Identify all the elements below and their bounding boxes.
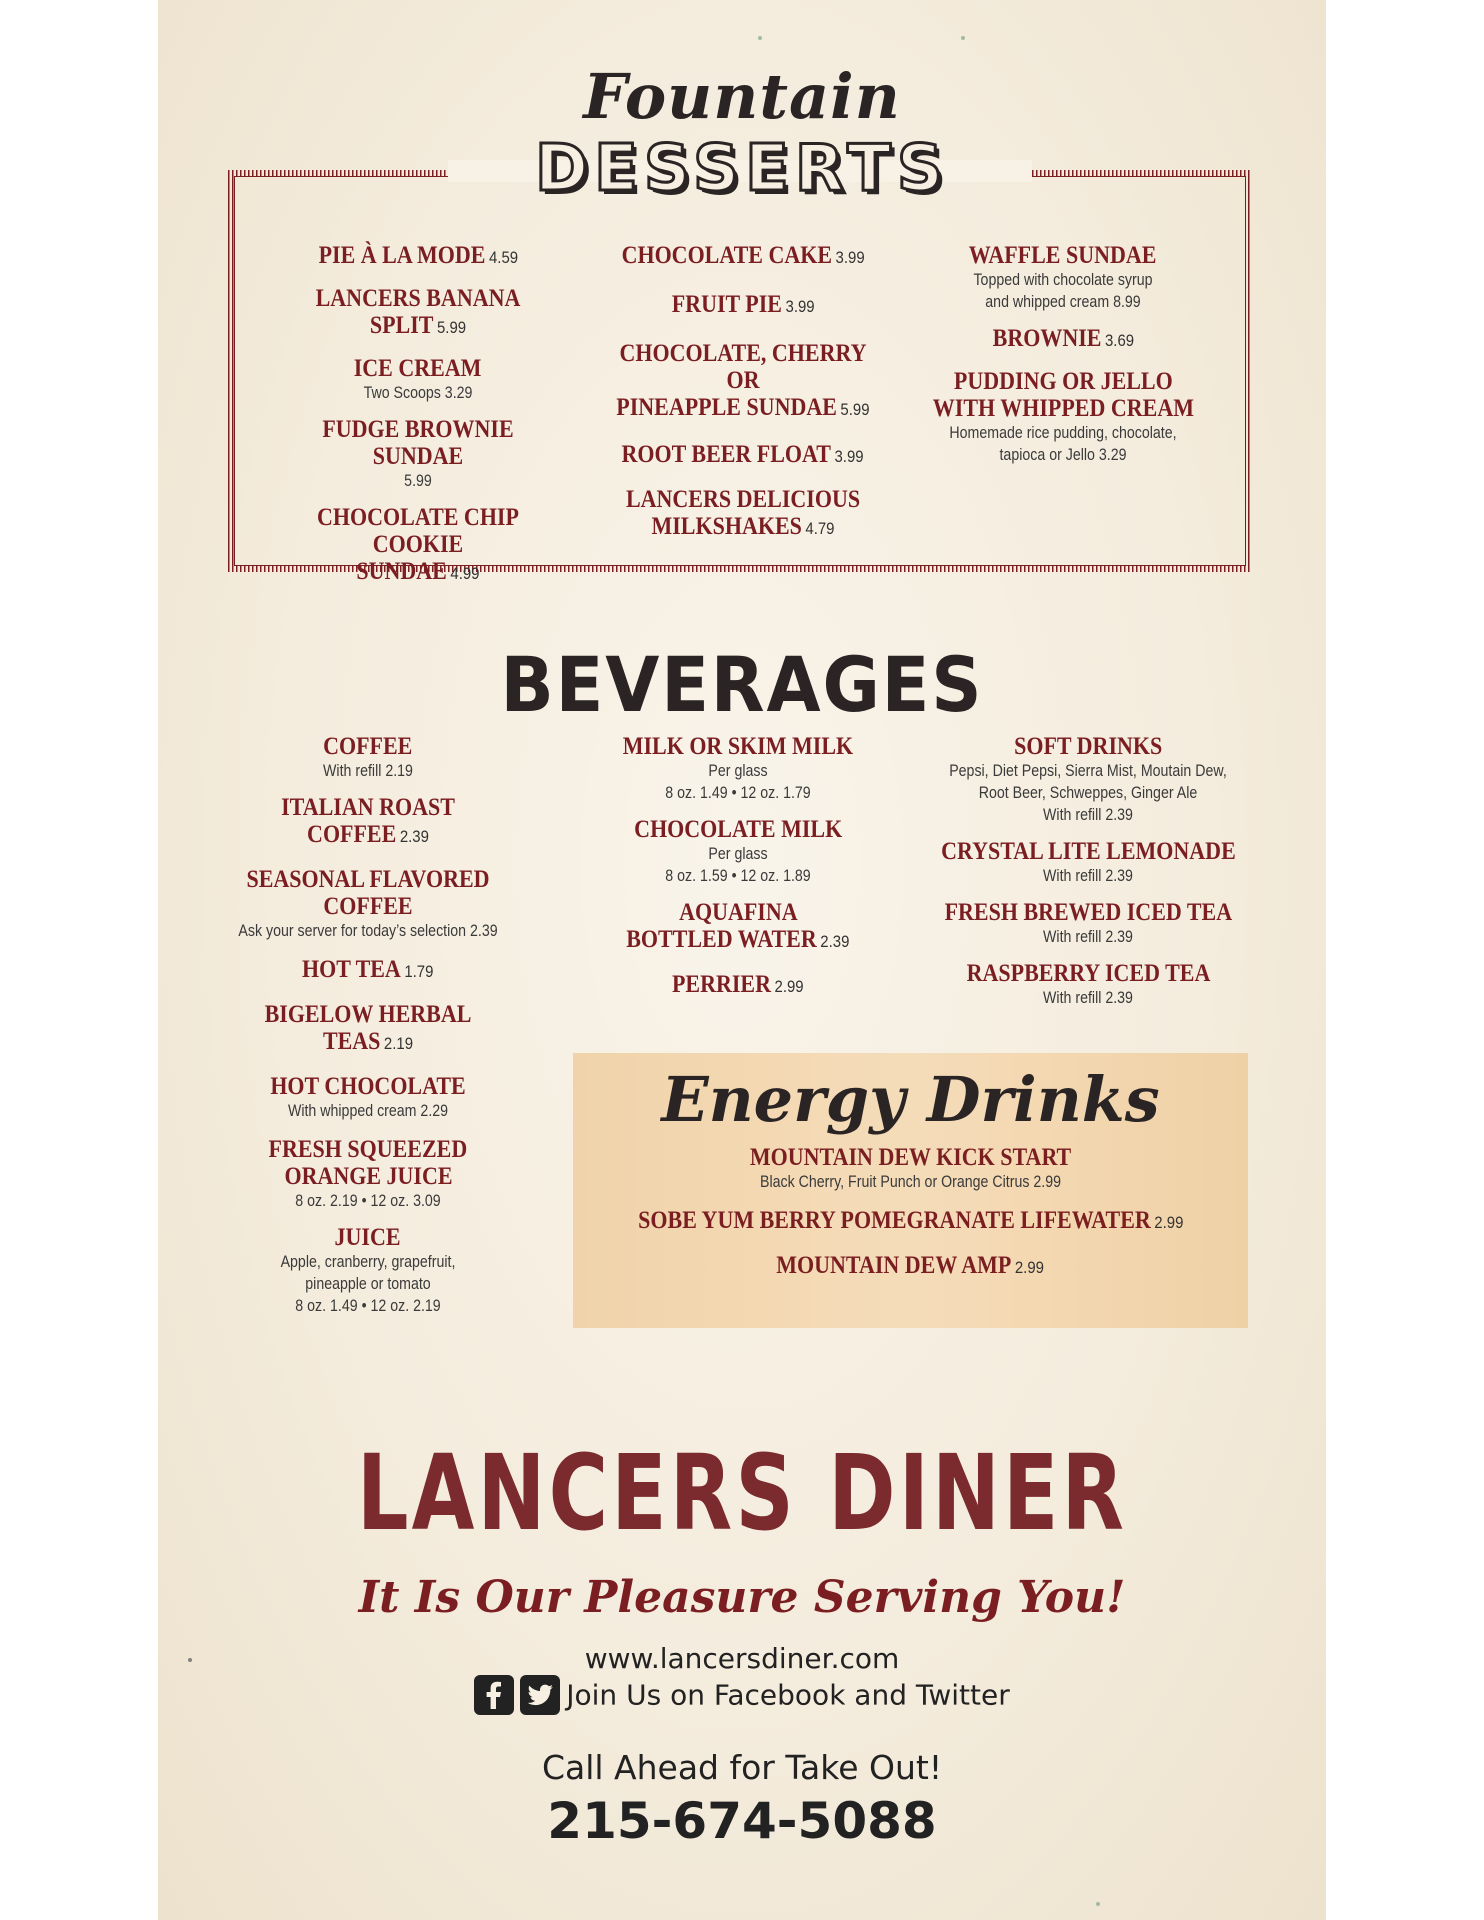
item-desc: and whipped cream 8.99	[985, 293, 1141, 311]
item-name-line2: ORANGE JUICE	[283, 1163, 453, 1190]
beverages-title: BEVERAGES	[500, 640, 984, 729]
slogan: It Is Our Pleasure Serving You!	[358, 1572, 1126, 1623]
menu-item	[908, 325, 1218, 354]
item-name-line2: WITH WHIPPED CREAM	[932, 395, 1194, 422]
menu-item	[918, 960, 1258, 1009]
fountain-title: Fountain	[583, 60, 901, 133]
menu-item	[258, 504, 578, 587]
item-name-line2: PINEAPPLE SUNDAE 5.99	[616, 394, 870, 421]
item-desc: 8 oz. 2.19 • 12 oz. 3.09	[295, 1192, 441, 1210]
item-desc: 8 oz. 1.59 • 12 oz. 1.89	[665, 867, 811, 885]
paper-speck	[961, 36, 965, 40]
item-name: CHOCOLATE MILK	[633, 816, 843, 843]
desserts-column-3	[908, 242, 1218, 480]
paper-speck	[758, 36, 762, 40]
menu-item	[908, 368, 1218, 466]
menu-item	[208, 866, 528, 942]
twitter-icon[interactable]	[520, 1675, 560, 1715]
item-name: SOFT DRINKS	[1013, 733, 1163, 760]
menu-item	[588, 441, 898, 470]
menu-item	[208, 1224, 528, 1317]
menu-item	[918, 899, 1258, 948]
item-name: MILK OR SKIM MILK	[622, 733, 854, 760]
menu-item	[578, 816, 898, 887]
menu-item	[588, 486, 898, 542]
item-desc: pineapple or tomato	[305, 1275, 431, 1293]
item-name: HOT TEA 1.79	[302, 956, 434, 983]
item-name: HOT CHOCOLATE	[270, 1073, 466, 1100]
item-name: FRESH BREWED ICED TEA	[944, 899, 1232, 926]
slogan-wrap	[158, 1572, 1326, 1623]
item-desc: Topped with chocolate syrup	[973, 271, 1153, 289]
item-desc: Per glass	[708, 762, 768, 780]
desserts-title-wrap	[158, 132, 1326, 206]
item-name: CRYSTAL LITE LEMONADE	[940, 838, 1236, 865]
item-desc: Homemade rice pudding, chocolate,	[949, 424, 1177, 442]
item-desc: Per glass	[708, 845, 768, 863]
desserts-column-1	[258, 242, 578, 601]
energy-items	[573, 1144, 1248, 1281]
desserts-column-2	[588, 242, 898, 556]
facebook-icon[interactable]	[474, 1675, 514, 1715]
item-desc: Root Beer, Schweppes, Ginger Ale	[978, 784, 1198, 802]
menu-item	[208, 794, 528, 850]
item-name: BROWNIE 3.69	[992, 325, 1134, 352]
menu-item	[908, 242, 1218, 313]
item-name: SOBE YUM BERRY POMEGRANATE LIFEWATER 2.99	[637, 1207, 1184, 1234]
beverages-column-3	[918, 733, 1258, 1023]
item-name-line2: SUNDAE 4.99	[356, 558, 480, 585]
item-name: PUDDING OR JELLO	[953, 368, 1173, 395]
phone-wrap	[158, 1792, 1326, 1850]
item-name: ICE CREAM	[354, 355, 482, 382]
menu-item	[258, 242, 578, 271]
item-name: JUICE	[334, 1224, 401, 1251]
item-name: PIE À LA MODE 4.59	[318, 242, 518, 269]
menu-item	[208, 956, 528, 985]
menu-item	[573, 1207, 1248, 1236]
item-name: CHOCOLATE CAKE 3.99	[621, 242, 865, 269]
item-desc: Pepsi, Diet Pepsi, Sierra Mist, Moutain Dew,	[949, 762, 1227, 780]
diner-logo: LANCERS DINER	[356, 1432, 1128, 1554]
item-name: FUDGE BROWNIE SUNDAE	[322, 416, 514, 470]
menu-item	[573, 1252, 1248, 1281]
menu-item	[588, 340, 898, 423]
desserts-title: DESSERTS	[534, 132, 950, 206]
menu-page	[158, 0, 1326, 1920]
item-desc: With refill 2.39	[1043, 806, 1133, 824]
energy-drinks-box	[573, 1053, 1248, 1328]
item-name: SEASONAL FLAVORED COFFEE	[246, 866, 490, 920]
item-desc: With refill 2.39	[1043, 928, 1133, 946]
menu-item	[208, 1073, 528, 1122]
item-name: PERRIER 2.99	[672, 971, 804, 998]
item-name: LANCERS DELICIOUS	[625, 486, 861, 513]
item-name: RASPBERRY ICED TEA	[966, 960, 1210, 987]
beverages-column-2	[578, 733, 898, 1014]
menu-item	[258, 416, 578, 492]
energy-title: Energy Drinks	[661, 1063, 1160, 1136]
item-desc: Ask your server for today’s selection 2.39	[238, 922, 498, 940]
item-name-line2: BOTTLED WATER 2.39	[626, 926, 850, 953]
item-name: CHOCOLATE CHIP COOKIE	[317, 504, 519, 558]
item-name: MOUNTAIN DEW AMP 2.99	[776, 1252, 1045, 1279]
item-desc: Apple, cranberry, grapefruit,	[280, 1253, 456, 1271]
paper-speck	[1096, 1902, 1100, 1906]
item-name: FRUIT PIE 3.99	[671, 291, 815, 318]
menu-item	[258, 285, 578, 341]
item-name-line2: MILKSHAKES 4.79	[651, 513, 835, 540]
item-desc: With refill 2.39	[1043, 989, 1133, 1007]
desserts-heading	[158, 60, 1326, 133]
item-name: MOUNTAIN DEW KICK START	[749, 1144, 1072, 1171]
menu-item	[588, 242, 898, 271]
menu-item	[573, 1144, 1248, 1193]
item-desc: 8 oz. 1.49 • 12 oz. 1.79	[665, 784, 811, 802]
menu-item	[588, 291, 898, 320]
item-desc: With refill 2.39	[1043, 867, 1133, 885]
item-desc: Two Scoops 3.29	[363, 384, 473, 402]
menu-item	[208, 1136, 528, 1212]
item-desc: Black Cherry, Fruit Punch or Orange Citrus 2.99	[760, 1173, 1061, 1191]
item-name: FRESH SQUEEZED	[268, 1136, 468, 1163]
menu-item	[208, 1001, 528, 1057]
item-desc: tapioca or Jello 3.29	[999, 446, 1127, 464]
item-name: CHOCOLATE, CHERRY OR	[619, 340, 867, 394]
item-desc: 8 oz. 1.49 • 12 oz. 2.19	[295, 1297, 441, 1315]
item-name: ITALIAN ROAST COFFEE 2.39	[281, 794, 455, 848]
social-text: Join Us on Facebook and Twitter	[566, 1678, 1010, 1712]
social-wrap	[158, 1675, 1326, 1715]
website-link[interactable]: www.lancersdiner.com	[584, 1642, 900, 1675]
item-desc: With refill 2.19	[323, 762, 413, 780]
phone-number[interactable]: 215-674-5088	[547, 1792, 937, 1850]
item-name: COFFEE	[323, 733, 413, 760]
item-name: ROOT BEER FLOAT 3.99	[621, 441, 865, 468]
item-name: WAFFLE SUNDAE	[969, 242, 1157, 269]
footer-logo-wrap	[158, 1432, 1326, 1554]
item-desc: With whipped cream 2.29	[287, 1102, 449, 1120]
energy-heading-wrap	[573, 1063, 1248, 1136]
menu-item	[578, 899, 898, 955]
menu-item	[208, 733, 528, 782]
item-name: BIGELOW HERBAL TEAS 2.19	[264, 1001, 472, 1055]
menu-item	[578, 971, 898, 1000]
website-wrap	[158, 1642, 1326, 1675]
callahead-wrap	[158, 1748, 1326, 1787]
beverages-column-1	[208, 733, 528, 1331]
menu-item	[258, 355, 578, 404]
item-name: AQUAFINA	[678, 899, 798, 926]
menu-item	[918, 838, 1258, 887]
menu-item	[578, 733, 898, 804]
beverages-heading-wrap	[158, 640, 1326, 729]
menu-item	[918, 733, 1258, 826]
item-desc: 5.99	[404, 472, 432, 490]
item-name: LANCERS BANANA SPLIT 5.99	[315, 285, 521, 339]
call-ahead-text: Call Ahead for Take Out!	[541, 1748, 943, 1787]
